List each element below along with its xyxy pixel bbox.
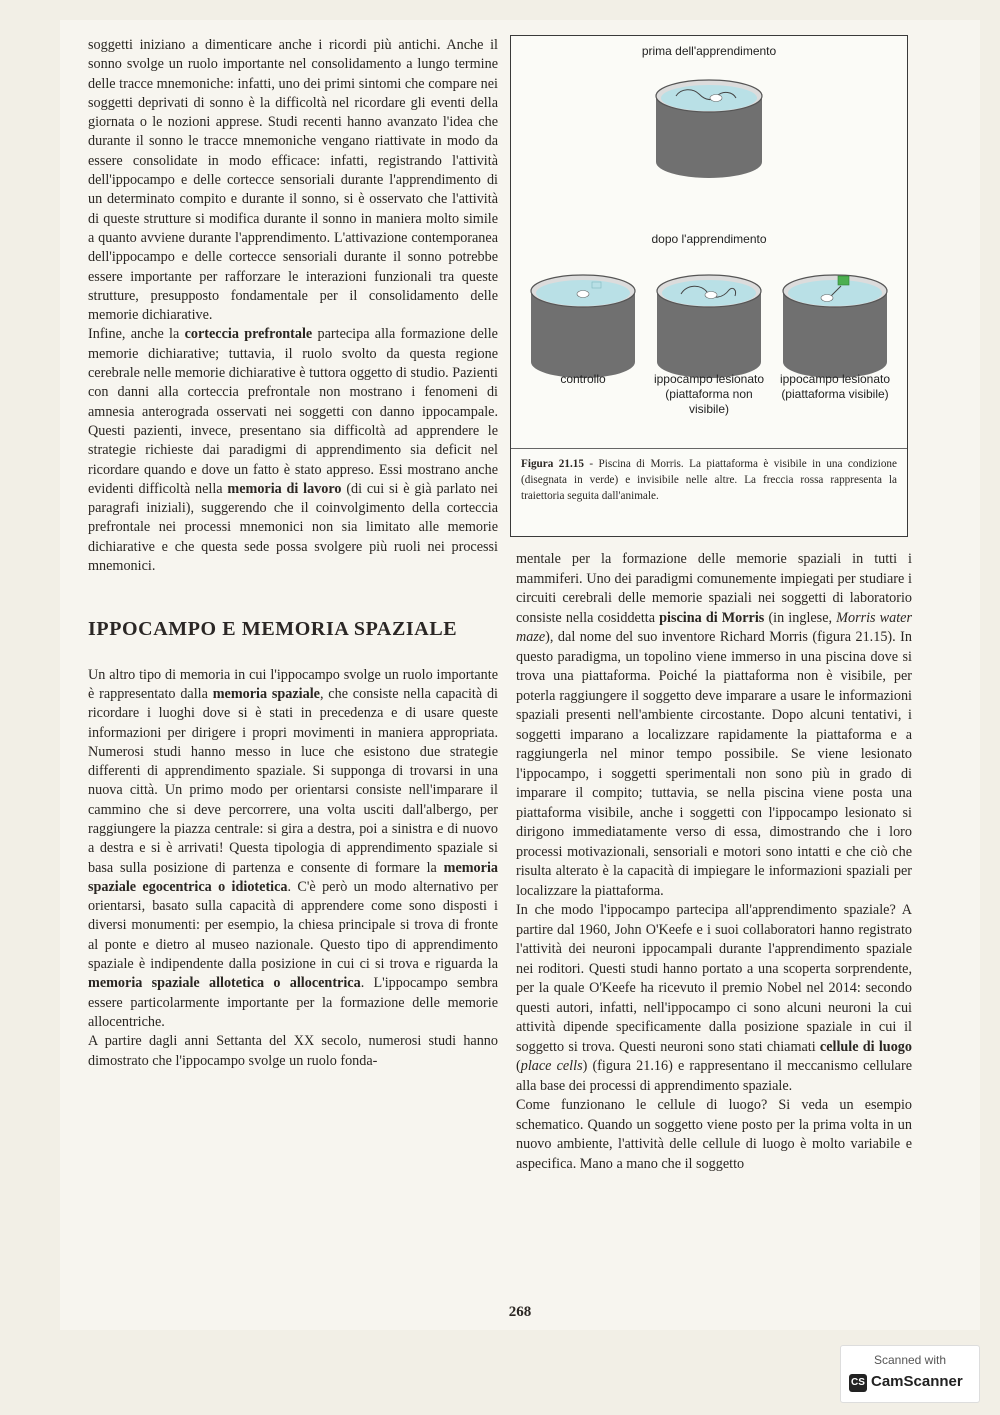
mouse-icon [710,95,722,102]
label-lesion-hidden: ippocampo lesionato (piattaforma non visibile) [653,372,765,416]
hidden-platform [592,282,601,288]
bold-term: cellule di luogo [819,1038,912,1055]
text-run: , che consiste nella capacità di ricordare i luoghi dove si è stati in precedenza e di usare queste informazioni per dirigere i propri movimenti in maniera appropriata. Numerosi studi hanno messo in luce che esistono due strategie differenti di apprendimento spaziale. Si supponga di trovarsi in una nuova città. Un primo modo per orientarsi consiste nell'imparare il cammino che si deve percorrere, una volta usciti dall'albergo, per raggiungere la piazza centrale: si gira a destra, poi a sinistra e di nuovo a destra e si è arrivati! Questa tipologia di apprendimento spaziale si basa sulla posizione di partenza e consente di formare la [88,685,498,876]
paragraph-text: A partire dagli anni Settanta del XX secolo, numerosi studi hanno dimostrato che l'ippocampo svolge un ruolo fonda- [88,1033,498,1069]
tank-lesion-hidden-platform [657,275,761,378]
camscanner-watermark [840,1345,980,1403]
text-run: (in inglese, [764,609,837,626]
paragraph [88,36,498,325]
tank-control [531,275,635,378]
tank-before-learning [656,80,762,178]
text-run: (di cui si è già parlato nei paragrafi iniziali), suggerendo che il coinvolgimento della corteccia prefrontale nei processi mnemonici non sia limitato alle memorie dichiarative e che questa sede possa svolgere più ruoli nei processi mnemonici. [88,480,498,575]
label-control: controllo [560,372,606,386]
paragraph [516,550,912,901]
caption-number: Figura 21.15 [521,458,584,470]
mouse-icon [577,291,589,298]
bold-term: corteccia prefrontale [184,326,313,343]
watermark-brand: CamScanner [871,1373,963,1390]
text-run: partecipa alla formazione delle memorie dichiarative; tuttavia, il ruolo svolto da questa regione cerebrale nelle memorie dichiarative è tuttora oggetto di studio. Pazienti con danni alla corteccia prefrontale non mostrano i fenomeni di amnesia anterograda osservati nei soggetti con danno ippocampale. Questi pazienti, invece, presentano sia difficoltà ad apprendere le strategie richieste dai paradigmi di apprendimento sia deficit nel ricordare quando e dove un fatto è stato appreso. Essi mostrano anche evidenti difficoltà nella [88,326,498,497]
water-surface [661,85,757,111]
text-run: In che modo l'ippocampo partecipa all'apprendimento spaziale? A partire dal 1960, John O'Keefe e i suoi collaboratori hanno registrato l'attività dei neuroni ippocampali durante l'apprendimento spaziale nei roditori. Questi studi hanno portato a una scoperta sorprendente, per la quale O'Keefe ha ricevuto il premio Nobel nel 2014: secondo questi autori, infatti, nell'ippocampo ci sono alcuni neuroni la cui attività dipende specificamente dalla posizione spaziale in cui il soggetto si trova. Questi neuroni sono stati chiamati [516,902,912,1055]
tank-lesion-visible-platform [783,275,887,378]
bold-term: memoria di lavoro [227,480,342,497]
text-run: . L'ippocampo sembra essere particolarmente importante per la formazione delle memorie allocentriche. [88,975,499,1030]
text-run: ), dal nome del suo inventore Richard Morris (figura 21.15). In questo paradigma, un topolino viene immerso in una piscina dove si trova una piattaforma. Poiché la piattaforma non è visibile, per poterla raggiungere il soggetto deve imparare a usare le informazioni spaziali presenti nell'ambiente circostante. Dopo alcuni tentativi, i soggetti imparano a localizzare rapidamente la piattaforma e a raggiungerla nel minor tempo possibile. Se viene lesionato l'ippocampo, i soggetti sperimentali non sono più in grado di imparare il compito; tuttavia, se nella piscina viene posta una piattaforma visibile, anche i soggetti con l'ippocampo lesionato si dirigono immediatamente verso di essa, dimostrando che i loro processi motivazionali, sensoriali e motori sono intatti e che ciò che risulta alterato è la capacità di impiegare le informazioni spaziali per localizzare la piattaforma. [516,629,912,899]
paragraph [88,1032,498,1071]
watermark-text: Scanned with [873,1353,947,1367]
camscanner-logo-icon: CS [849,1374,867,1392]
section-title: IPPOCAMPO E MEMORIA SPAZIALE [88,618,458,641]
italic-term: Morris water maze [516,609,913,645]
paragraph [516,901,912,1096]
figure-caption [521,456,897,504]
page-number: 268 [508,1304,532,1320]
water-surface [788,280,882,306]
left-column [88,36,498,1071]
book-page [60,20,980,1330]
paragraph [516,1096,912,1174]
bold-term: piscina di Morris [659,609,765,626]
text-run: ) (figura 21.16) e rappresentano il meccanismo cellulare alla base dei processi di apprendimento spaziale. [516,1058,912,1094]
paragraph [88,666,498,1033]
figure-divider [511,448,907,449]
label-before-learning: prima dell'apprendimento [641,44,777,58]
italic-term: place cells [520,1058,583,1074]
right-column [516,550,912,1174]
visible-platform [838,276,849,285]
mouse-icon [705,292,717,299]
figure-21-15 [510,35,908,537]
paragraph-text: Come funzionano le cellule di luogo? Si veda un esempio schematico. Quando un soggetto viene posto per la prima volta in un nuovo ambiente, l'attività delle cellule di luogo è molto variabile e aspecifica. Mano a mano che il soggetto [516,1097,912,1172]
caption-text: - Piscina di Morris. La piattaforma è visibile in una condizione (disegnata in verde) e invisibile nelle altre. La freccia rossa rappresenta la traiettoria seguita dall'animale. [521,458,897,502]
text-run: Infine, anche la [88,326,185,343]
text-run: . C'è però un modo alternativo per orientarsi, basato sulla capacità di apprendere come sono disposti i diversi monumenti: per esempio, la chiesa principale si trova di fronte al ponte e dietro al museo nazionale. Questo tipo di apprendimento spaziale è indipendente dalla posizione in cui ci si trova e riguarda la [88,878,498,973]
text-run: ( [516,1058,521,1074]
paragraph [88,325,498,576]
text-run: Un altro tipo di memoria in cui l'ippocampo svolge un ruolo importante è rappresentato dalla [88,666,498,702]
label-lesion-visible: ippocampo lesionato (piattaforma visibile) [779,372,891,401]
mouse-icon [821,295,833,302]
bold-term: memoria spaziale allotetica o allocentrica [88,975,361,992]
bold-term: memoria spaziale egocentrica o idiotetica [88,859,498,895]
label-after-learning: dopo l'apprendimento [651,232,767,246]
bold-term: memoria spaziale [212,685,320,702]
text-run: mentale per la formazione delle memorie spaziali in tutti i mammiferi. Uno dei paradigmi comunemente impiegati per studiare i circuiti cerebrali delle memorie spaziali nei soggetti di laboratorio consiste nella cosiddetta [516,551,912,626]
paragraph-text: soggetti iniziano a dimenticare anche i ricordi più antichi. Anche il sonno svolge un ruolo importante nel consolidamento a lungo termine delle tracce mnemoniche: infatti, uno dei primi sintomi che compare nei soggetti deprivati di sonno è la difficoltà nel ricordare gli eventi della giornata o le nozioni apprese. Studi recenti hanno avanzato l'idea che durante il sonno le tracce mnemoniche vengano riattivate in modo da essere consolidate in modo efficace: infatti, registrando l'attività dell'ippocampo e delle cortecce sensoriali durante l'apprendimento di un determinato compito e durante il sonno, si è osservato che l'attività di queste strutture si modifica durante il sonno in maniera molto simile a quanto avviene durante l'apprendimento. L'attivazione contemporanea dell'ippocampo e delle cortecce sensoriali durante il sonno potrebbe essere importante per rafforzare le interazioni funzionali tra queste strutture, presupposto fondamentale per il consolidamento delle memorie dichiarative. [88,37,498,324]
